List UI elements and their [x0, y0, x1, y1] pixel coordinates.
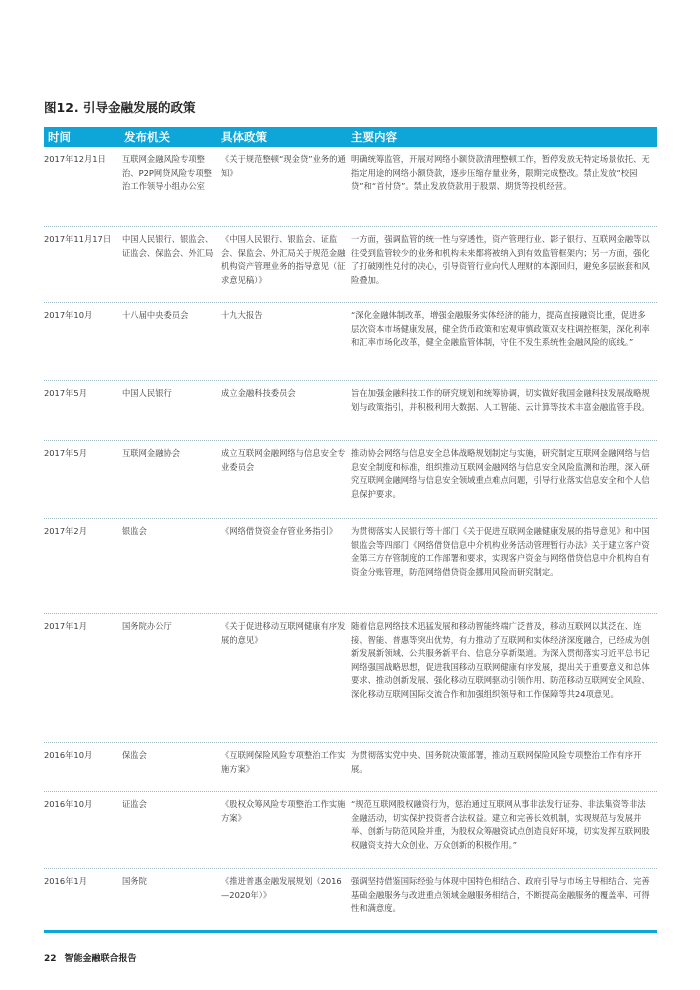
table-bottom-rule: [44, 930, 657, 933]
policy-table: [44, 127, 657, 933]
cell-content: 旨在加强金融科技工作的研究规划和统筹协调，切实做好我国金融科技发展战略规划与政策指引，并积极利用大数据、人工智能、云计算等技术丰富金融监管手段。: [351, 388, 650, 412]
cell-agency: 互联网金融协会: [122, 448, 181, 458]
cell-agency: 证监会: [122, 799, 147, 809]
cell-agency: 国务院: [122, 876, 147, 886]
cell-time: 2017年2月: [44, 526, 87, 536]
table-header: [44, 127, 657, 147]
cell-content: “深化金融体制改革，增强金融服务实体经济的能力，提高直接融资比重，促进多层次资本市场健康发展，健全货币政策和宏观审慎政策双支柱调控框架，深化利率和汇率市场化改革，健全金融监管体制，守住不发生系统性金融风险的底线。”: [351, 310, 650, 347]
figure-title: 图12. 引导金融发展的政策: [44, 100, 196, 115]
table-row: [44, 743, 657, 792]
table-row: [44, 614, 657, 743]
table-row: [44, 381, 657, 441]
cell-policy: 《股权众筹风险专项整治工作实施方案》: [221, 799, 346, 823]
cell-agency: 银监会: [122, 526, 147, 536]
cell-time: 2016年10月: [44, 750, 93, 760]
cell-policy: 《网络借贷资金存管业务指引》: [221, 526, 338, 536]
cell-agency: 十八届中央委员会: [122, 310, 189, 320]
cell-agency: 国务院办公厅: [122, 621, 172, 631]
header-content: 主要内容: [351, 130, 397, 144]
table-row: [44, 869, 657, 929]
cell-time: 2017年5月: [44, 448, 87, 458]
page-number: 22: [44, 954, 57, 964]
cell-content: 明确统筹监管，开展对网络小额贷款清理整顿工作，暂停发放无特定场景依托、无指定用途的网络小额贷款，逐步压缩存量业务，限期完成整改。禁止发放“校园贷”和“首付贷”。禁止发放贷款用于股票、期货等投机经营。: [351, 154, 650, 191]
cell-policy: 《关于规范整顿“现金贷”业务的通知》: [221, 154, 346, 178]
cell-content: 强调坚持借鉴国际经验与体现中国特色相结合、政府引导与市场主导相结合、完善基础金融服务与改进重点领域金融服务相结合，不断提高金融服务的覆盖率、可得性和满意度。: [351, 876, 650, 913]
cell-agency: 保监会: [122, 750, 147, 760]
cell-time: 2017年1月: [44, 621, 87, 631]
table-row: [44, 147, 657, 227]
cell-policy: 十九大报告: [221, 310, 263, 320]
table-row: [44, 792, 657, 869]
cell-time: 2017年5月: [44, 388, 87, 398]
cell-content: 为贯彻落实党中央、国务院决策部署，推动互联网保险风险专项整治工作有序开展。: [351, 750, 642, 774]
header-time: 时间: [48, 130, 71, 144]
cell-agency: 中国人民银行: [122, 388, 172, 398]
cell-content: 随着信息网络技术迅猛发展和移动智能终端广泛普及，移动互联网以其泛在、连接、智能、普惠等突出优势，有力推动了互联网和实体经济深度融合，已经成为创新发展新领域、公共服务新平台、信息分享新渠道。为深入贯彻落实习近平总书记网络强国战略思想，促进我国移动互联网健康有序发展，提出关于重要意义和总体要求、推动创新发展、强化移动互联网驱动引领作用、防范移动互联网安全风险、深化移动互联网国际交流合作和加强组织领导和工作保障等共24项意见。: [351, 621, 650, 699]
table-row: [44, 227, 657, 303]
cell-time: 2017年10月: [44, 310, 93, 320]
cell-agency: 互联网金融风险专项整治、P2P网贷风险专项整治工作领导小组办公室: [122, 154, 212, 191]
table-row: [44, 519, 657, 614]
cell-agency: 中国人民银行、银监会、证监会、保监会、外汇局: [122, 234, 214, 258]
report-title: 智能金融联合报告: [64, 954, 137, 964]
cell-time: 2016年10月: [44, 799, 93, 809]
cell-time: 2017年12月1日: [44, 154, 106, 164]
cell-content: 一方面，强调监管的统一性与穿透性，资产管理行业、影子银行、互联网金融等以往受到监管较少的业务和机构未来都将被纳入到有效监管框架内；另一方面，强化了打破刚性兑付的决心，引导资管行业向代人理财的本源回归，避免多层嵌套和风险叠加。: [351, 234, 650, 285]
cell-content: “规范互联网股权融资行为，惩治通过互联网从事非法发行证券、非法集资等非法金融活动，切实保护投资者合法权益。建立和完善长效机制，实现规范与发展并举、创新与防范风险并重，为股权众筹融资试点创造良好环境，切实发挥互联网股权融资支持大众创业、万众创新的积极作用。”: [351, 799, 650, 850]
table-row: [44, 441, 657, 519]
table-row: [44, 303, 657, 381]
cell-content: 为贯彻落实人民银行等十部门《关于促进互联网金融健康发展的指导意见》和中国银监会等四部门《网络借贷信息中介机构业务活动管理暂行办法》关于建立客户资金第三方存管制度的工作部署和要求，实现客户资金与网络借贷信息中介机构自有资金分账管理，防范网络借贷资金挪用风险而研究制定。: [351, 526, 650, 577]
header-policy: 具体政策: [221, 130, 267, 144]
cell-time: 2016年1月: [44, 876, 87, 886]
header-agency: 发布机关: [124, 130, 170, 144]
cell-policy: 《关于促进移动互联网健康有序发展的意见》: [221, 621, 346, 645]
cell-policy: 成立金融科技委员会: [221, 388, 296, 398]
cell-policy: 《互联网保险风险专项整治工作实施方案》: [221, 750, 346, 774]
cell-policy: 成立互联网金融网络与信息安全专业委员会: [221, 448, 346, 472]
cell-content: 推动协会网络与信息安全总体战略规划制定与实施，研究制定互联网金融网络与信息安全制度和标准，组织推动互联网金融网络与信息安全风险监测和治理，深入研究互联网金融网络与信息安全领域重点难点问题，引导行业落实信息安全和个人信息保护要求。: [351, 448, 650, 499]
page-footer: [44, 951, 137, 964]
cell-policy: 《推进普惠金融发展规划（2016—2020年）》: [221, 876, 342, 900]
cell-policy: 《中国人民银行、银监会、证监会、保监会、外汇局关于规范金融机构资产管理业务的指导意见（征求意见稿）》: [221, 234, 346, 285]
cell-time: 2017年11月17日: [44, 234, 112, 244]
